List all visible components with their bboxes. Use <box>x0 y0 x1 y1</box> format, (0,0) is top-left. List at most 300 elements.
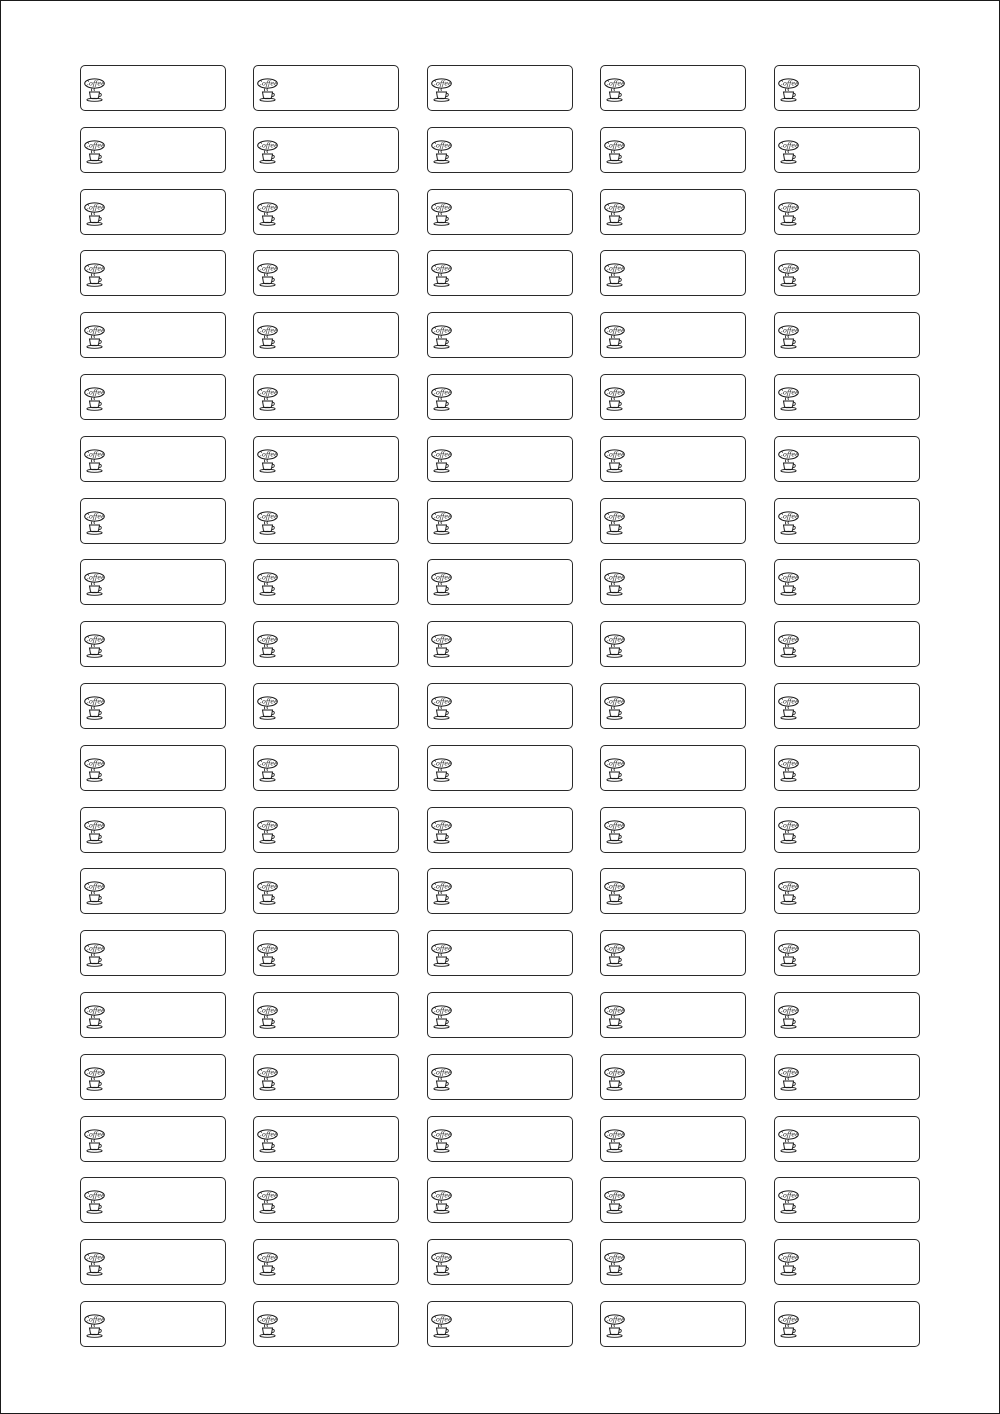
blank-label[interactable] <box>253 1116 399 1162</box>
blank-label[interactable] <box>600 436 746 482</box>
logo-text: Coffee <box>431 1130 452 1139</box>
logo-text: Coffee <box>431 1253 452 1262</box>
blank-label[interactable] <box>774 1116 920 1162</box>
logo-text: Coffee <box>84 821 105 830</box>
logo-text: Coffee <box>778 944 799 953</box>
blank-label[interactable] <box>600 992 746 1038</box>
coffee-cup-icon <box>257 139 283 165</box>
coffee-cup-icon <box>84 448 110 474</box>
coffee-cup-icon <box>257 1066 283 1092</box>
blank-label[interactable] <box>600 374 746 420</box>
blank-label[interactable] <box>80 65 226 111</box>
coffee-cup-icon <box>778 262 804 288</box>
coffee-cup-icon <box>604 1189 630 1215</box>
logo-text: Coffee <box>257 759 278 768</box>
blank-label[interactable] <box>80 127 226 173</box>
logo-text: Coffee <box>431 512 452 521</box>
coffee-cup-icon <box>257 1313 283 1339</box>
blank-label[interactable] <box>600 1177 746 1223</box>
coffee-cup-icon <box>431 880 457 906</box>
blank-label[interactable] <box>774 930 920 976</box>
coffee-cup-icon <box>84 695 110 721</box>
logo-text: Coffee <box>431 1315 452 1324</box>
logo-text: Coffee <box>431 1191 452 1200</box>
logo-text: Coffee <box>257 573 278 582</box>
coffee-cup-icon <box>431 1313 457 1339</box>
coffee-cup-icon <box>431 1066 457 1092</box>
coffee-cup-icon <box>778 139 804 165</box>
coffee-cup-icon <box>604 819 630 845</box>
coffee-cup-icon <box>431 510 457 536</box>
blank-label[interactable] <box>80 374 226 420</box>
blank-label[interactable] <box>600 621 746 667</box>
logo-text: Coffee <box>604 264 625 273</box>
logo-text: Coffee <box>84 1191 105 1200</box>
logo-text: Coffee <box>257 388 278 397</box>
blank-label[interactable] <box>600 930 746 976</box>
logo-text: Coffee <box>778 1068 799 1077</box>
coffee-cup-icon <box>778 77 804 103</box>
coffee-cup-icon <box>604 757 630 783</box>
blank-label[interactable] <box>253 436 399 482</box>
blank-label[interactable] <box>80 436 226 482</box>
blank-label[interactable] <box>427 807 573 853</box>
coffee-cup-icon <box>431 139 457 165</box>
coffee-cup-icon <box>431 1004 457 1030</box>
blank-label[interactable] <box>253 621 399 667</box>
blank-label[interactable] <box>427 1054 573 1100</box>
blank-label[interactable] <box>427 1116 573 1162</box>
blank-label[interactable] <box>774 683 920 729</box>
coffee-cup-icon <box>604 139 630 165</box>
logo-text: Coffee <box>604 203 625 212</box>
coffee-cup-icon <box>604 1251 630 1277</box>
blank-label[interactable] <box>427 1239 573 1285</box>
blank-label[interactable] <box>600 745 746 791</box>
logo-text: Coffee <box>84 1315 105 1324</box>
blank-label[interactable] <box>253 992 399 1038</box>
blank-label[interactable] <box>80 868 226 914</box>
blank-label[interactable] <box>774 498 920 544</box>
logo-text: Coffee <box>431 326 452 335</box>
coffee-cup-icon <box>431 571 457 597</box>
blank-label[interactable] <box>427 127 573 173</box>
logo-text: Coffee <box>257 882 278 891</box>
blank-label[interactable] <box>427 250 573 296</box>
blank-label[interactable] <box>80 1301 226 1347</box>
blank-label[interactable] <box>774 1177 920 1223</box>
coffee-cup-icon <box>604 386 630 412</box>
logo-text: Coffee <box>778 79 799 88</box>
blank-label[interactable] <box>253 65 399 111</box>
blank-label[interactable] <box>427 992 573 1038</box>
coffee-cup-icon <box>431 262 457 288</box>
coffee-cup-icon <box>604 324 630 350</box>
blank-label[interactable] <box>427 65 573 111</box>
logo-text: Coffee <box>604 450 625 459</box>
coffee-cup-icon <box>257 880 283 906</box>
coffee-cup-icon <box>778 1066 804 1092</box>
coffee-cup-icon <box>257 201 283 227</box>
coffee-cup-icon <box>257 571 283 597</box>
blank-label[interactable] <box>774 807 920 853</box>
logo-text: Coffee <box>84 635 105 644</box>
coffee-cup-icon <box>431 1128 457 1154</box>
coffee-cup-icon <box>604 880 630 906</box>
logo-text: Coffee <box>604 573 625 582</box>
logo-text: Coffee <box>431 944 452 953</box>
logo-text: Coffee <box>84 79 105 88</box>
coffee-cup-icon <box>604 77 630 103</box>
logo-text: Coffee <box>257 203 278 212</box>
coffee-cup-icon <box>257 1128 283 1154</box>
blank-label[interactable] <box>774 189 920 235</box>
logo-text: Coffee <box>778 759 799 768</box>
logo-text: Coffee <box>431 635 452 644</box>
blank-label[interactable] <box>427 312 573 358</box>
coffee-cup-icon <box>604 1128 630 1154</box>
blank-label[interactable] <box>253 868 399 914</box>
coffee-cup-icon <box>257 633 283 659</box>
blank-label[interactable] <box>427 621 573 667</box>
coffee-cup-icon <box>604 448 630 474</box>
blank-label[interactable] <box>253 312 399 358</box>
coffee-cup-icon <box>778 942 804 968</box>
coffee-cup-icon <box>604 571 630 597</box>
blank-label[interactable] <box>774 65 920 111</box>
blank-label[interactable] <box>427 559 573 605</box>
coffee-cup-icon <box>257 819 283 845</box>
coffee-cup-icon <box>84 262 110 288</box>
blank-label[interactable] <box>427 868 573 914</box>
blank-label[interactable] <box>253 1301 399 1347</box>
coffee-cup-icon <box>84 1251 110 1277</box>
coffee-cup-icon <box>604 1004 630 1030</box>
logo-text: Coffee <box>84 882 105 891</box>
logo-text: Coffee <box>84 759 105 768</box>
logo-text: Coffee <box>257 79 278 88</box>
coffee-cup-icon <box>778 819 804 845</box>
coffee-cup-icon <box>84 757 110 783</box>
logo-text: Coffee <box>778 512 799 521</box>
logo-text: Coffee <box>257 944 278 953</box>
coffee-cup-icon <box>431 386 457 412</box>
blank-label[interactable] <box>80 1239 226 1285</box>
coffee-cup-icon <box>84 510 110 536</box>
logo-text: Coffee <box>431 573 452 582</box>
blank-label[interactable] <box>80 1054 226 1100</box>
blank-label[interactable] <box>774 1239 920 1285</box>
logo-text: Coffee <box>84 1130 105 1139</box>
coffee-cup-icon <box>257 448 283 474</box>
coffee-cup-icon <box>257 262 283 288</box>
logo-text: Coffee <box>431 821 452 830</box>
blank-label[interactable] <box>253 683 399 729</box>
logo-text: Coffee <box>257 512 278 521</box>
coffee-cup-icon <box>84 201 110 227</box>
logo-text: Coffee <box>84 203 105 212</box>
logo-text: Coffee <box>84 697 105 706</box>
coffee-cup-icon <box>778 1128 804 1154</box>
blank-label[interactable] <box>600 127 746 173</box>
coffee-cup-icon <box>84 880 110 906</box>
coffee-cup-icon <box>778 571 804 597</box>
coffee-cup-icon <box>257 510 283 536</box>
coffee-cup-icon <box>431 1251 457 1277</box>
logo-text: Coffee <box>778 1191 799 1200</box>
logo-text: Coffee <box>431 79 452 88</box>
coffee-cup-icon <box>257 1004 283 1030</box>
blank-label[interactable] <box>774 1054 920 1100</box>
blank-label[interactable] <box>774 621 920 667</box>
blank-label[interactable] <box>80 1116 226 1162</box>
blank-label[interactable] <box>253 250 399 296</box>
coffee-cup-icon <box>778 324 804 350</box>
logo-text: Coffee <box>84 450 105 459</box>
blank-label[interactable] <box>600 1054 746 1100</box>
logo-text: Coffee <box>84 264 105 273</box>
blank-label[interactable] <box>253 1239 399 1285</box>
blank-label[interactable] <box>80 250 226 296</box>
coffee-cup-icon <box>431 77 457 103</box>
coffee-cup-icon <box>257 757 283 783</box>
logo-text: Coffee <box>604 512 625 521</box>
logo-text: Coffee <box>778 882 799 891</box>
logo-text: Coffee <box>431 264 452 273</box>
logo-text: Coffee <box>257 326 278 335</box>
logo-text: Coffee <box>604 1130 625 1139</box>
logo-text: Coffee <box>778 388 799 397</box>
logo-text: Coffee <box>778 203 799 212</box>
blank-label[interactable] <box>253 930 399 976</box>
blank-label[interactable] <box>774 559 920 605</box>
blank-label[interactable] <box>600 559 746 605</box>
logo-text: Coffee <box>257 1315 278 1324</box>
logo-text: Coffee <box>604 944 625 953</box>
logo-text: Coffee <box>431 203 452 212</box>
coffee-cup-icon <box>84 324 110 350</box>
logo-text: Coffee <box>604 388 625 397</box>
blank-label[interactable] <box>427 189 573 235</box>
logo-text: Coffee <box>431 388 452 397</box>
logo-text: Coffee <box>778 697 799 706</box>
coffee-cup-icon <box>257 386 283 412</box>
coffee-cup-icon <box>604 633 630 659</box>
logo-text: Coffee <box>431 759 452 768</box>
blank-label[interactable] <box>253 559 399 605</box>
coffee-cup-icon <box>431 1189 457 1215</box>
logo-text: Coffee <box>431 450 452 459</box>
blank-label[interactable] <box>80 498 226 544</box>
blank-label[interactable] <box>600 683 746 729</box>
coffee-cup-icon <box>84 942 110 968</box>
coffee-cup-icon <box>84 1066 110 1092</box>
blank-label[interactable] <box>80 683 226 729</box>
coffee-cup-icon <box>778 1189 804 1215</box>
coffee-cup-icon <box>84 1189 110 1215</box>
logo-text: Coffee <box>778 573 799 582</box>
blank-label[interactable] <box>600 65 746 111</box>
coffee-cup-icon <box>257 77 283 103</box>
coffee-cup-icon <box>604 1313 630 1339</box>
blank-label[interactable] <box>80 559 226 605</box>
blank-label[interactable] <box>600 498 746 544</box>
blank-label[interactable] <box>80 745 226 791</box>
blank-label[interactable] <box>253 498 399 544</box>
blank-label[interactable] <box>80 312 226 358</box>
logo-text: Coffee <box>431 1068 452 1077</box>
logo-text: Coffee <box>604 882 625 891</box>
blank-label[interactable] <box>80 930 226 976</box>
blank-label[interactable] <box>600 250 746 296</box>
blank-label[interactable] <box>600 1239 746 1285</box>
blank-label[interactable] <box>774 868 920 914</box>
logo-text: Coffee <box>257 1191 278 1200</box>
blank-label[interactable] <box>774 312 920 358</box>
logo-text: Coffee <box>257 264 278 273</box>
logo-text: Coffee <box>778 264 799 273</box>
blank-label[interactable] <box>253 1177 399 1223</box>
logo-text: Coffee <box>257 635 278 644</box>
logo-text: Coffee <box>604 1006 625 1015</box>
blank-label[interactable] <box>80 807 226 853</box>
blank-label[interactable] <box>600 189 746 235</box>
logo-text: Coffee <box>604 1191 625 1200</box>
blank-label[interactable] <box>774 745 920 791</box>
blank-label[interactable] <box>427 374 573 420</box>
logo-text: Coffee <box>431 882 452 891</box>
logo-text: Coffee <box>84 1253 105 1262</box>
coffee-cup-icon <box>604 695 630 721</box>
blank-label[interactable] <box>253 1054 399 1100</box>
blank-label[interactable] <box>427 498 573 544</box>
coffee-cup-icon <box>604 1066 630 1092</box>
coffee-cup-icon <box>84 386 110 412</box>
blank-label[interactable] <box>600 868 746 914</box>
coffee-cup-icon <box>84 139 110 165</box>
logo-text: Coffee <box>257 1130 278 1139</box>
logo-text: Coffee <box>604 759 625 768</box>
coffee-cup-icon <box>84 1313 110 1339</box>
coffee-cup-icon <box>778 633 804 659</box>
logo-text: Coffee <box>257 141 278 150</box>
blank-label[interactable] <box>774 374 920 420</box>
logo-text: Coffee <box>431 1006 452 1015</box>
blank-label[interactable] <box>253 807 399 853</box>
logo-text: Coffee <box>257 821 278 830</box>
logo-text: Coffee <box>84 573 105 582</box>
coffee-cup-icon <box>431 633 457 659</box>
logo-text: Coffee <box>431 141 452 150</box>
blank-label[interactable] <box>80 992 226 1038</box>
coffee-cup-icon <box>84 819 110 845</box>
coffee-cup-icon <box>431 819 457 845</box>
coffee-cup-icon <box>431 448 457 474</box>
logo-text: Coffee <box>84 1068 105 1077</box>
coffee-cup-icon <box>778 1313 804 1339</box>
coffee-cup-icon <box>778 201 804 227</box>
coffee-cup-icon <box>84 1004 110 1030</box>
coffee-cup-icon <box>604 510 630 536</box>
logo-text: Coffee <box>84 944 105 953</box>
coffee-cup-icon <box>431 757 457 783</box>
blank-label[interactable] <box>774 992 920 1038</box>
blank-label[interactable] <box>600 1301 746 1347</box>
blank-label[interactable] <box>253 745 399 791</box>
coffee-cup-icon <box>778 695 804 721</box>
blank-label[interactable] <box>427 1177 573 1223</box>
coffee-cup-icon <box>604 262 630 288</box>
logo-text: Coffee <box>778 1253 799 1262</box>
coffee-cup-icon <box>257 942 283 968</box>
blank-label[interactable] <box>600 312 746 358</box>
coffee-cup-icon <box>257 1189 283 1215</box>
blank-label[interactable] <box>80 189 226 235</box>
logo-text: Coffee <box>778 635 799 644</box>
coffee-cup-icon <box>84 633 110 659</box>
coffee-cup-icon <box>431 201 457 227</box>
coffee-cup-icon <box>604 201 630 227</box>
blank-label[interactable] <box>774 127 920 173</box>
logo-text: Coffee <box>84 512 105 521</box>
blank-label[interactable] <box>80 1177 226 1223</box>
coffee-cup-icon <box>778 510 804 536</box>
blank-label[interactable] <box>427 930 573 976</box>
coffee-cup-icon <box>778 386 804 412</box>
logo-text: Coffee <box>778 821 799 830</box>
logo-text: Coffee <box>257 1006 278 1015</box>
blank-label[interactable] <box>774 436 920 482</box>
logo-text: Coffee <box>84 388 105 397</box>
coffee-cup-icon <box>84 77 110 103</box>
logo-text: Coffee <box>84 326 105 335</box>
blank-label[interactable] <box>600 807 746 853</box>
blank-label[interactable] <box>600 1116 746 1162</box>
coffee-cup-icon <box>257 324 283 350</box>
blank-label[interactable] <box>80 621 226 667</box>
logo-text: Coffee <box>604 697 625 706</box>
blank-label[interactable] <box>253 189 399 235</box>
blank-label[interactable] <box>774 1301 920 1347</box>
logo-text: Coffee <box>604 1068 625 1077</box>
logo-text: Coffee <box>778 1006 799 1015</box>
blank-label[interactable] <box>253 127 399 173</box>
blank-label[interactable] <box>253 374 399 420</box>
logo-text: Coffee <box>604 635 625 644</box>
coffee-cup-icon <box>778 880 804 906</box>
coffee-cup-icon <box>257 695 283 721</box>
coffee-cup-icon <box>84 1128 110 1154</box>
logo-text: Coffee <box>604 1315 625 1324</box>
coffee-cup-icon <box>84 571 110 597</box>
coffee-cup-icon <box>257 1251 283 1277</box>
logo-text: Coffee <box>778 1315 799 1324</box>
coffee-cup-icon <box>778 757 804 783</box>
blank-label[interactable] <box>427 436 573 482</box>
logo-text: Coffee <box>431 697 452 706</box>
blank-label[interactable] <box>427 745 573 791</box>
logo-text: Coffee <box>778 326 799 335</box>
coffee-cup-icon <box>431 324 457 350</box>
blank-label[interactable] <box>774 250 920 296</box>
logo-text: Coffee <box>604 79 625 88</box>
logo-text: Coffee <box>257 1068 278 1077</box>
logo-text: Coffee <box>604 141 625 150</box>
blank-label[interactable] <box>427 683 573 729</box>
coffee-cup-icon <box>431 695 457 721</box>
blank-label[interactable] <box>427 1301 573 1347</box>
logo-text: Coffee <box>778 141 799 150</box>
